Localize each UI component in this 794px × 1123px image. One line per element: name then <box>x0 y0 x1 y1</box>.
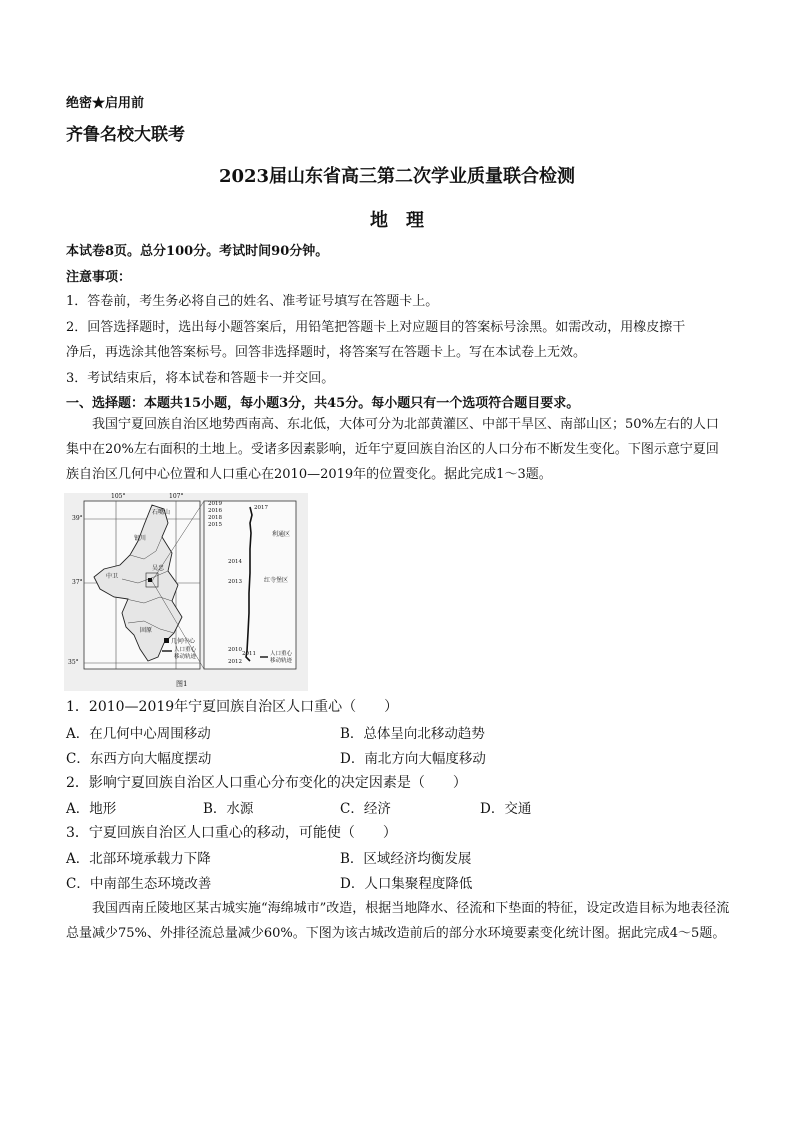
year-label: 2013 <box>228 579 242 585</box>
passage-1: 我国宁夏回族自治区地势西南高、东北低，大体可分为北部黄灌区、中部干旱区、南部山区；50%左右的人口集中在20%左右面积的土地上。受诸多因素影响，近年宁夏回族自治区的人口分布不断发生变化。下图示意宁夏回族自治区几何中心位置和人口重心在2010—2019年的位置变化。据此完成1～3题。 <box>66 417 719 482</box>
year-label: 2019 <box>208 501 222 507</box>
lon-105-label: 105° <box>111 493 126 500</box>
city-guyuan: 固原 <box>140 627 153 634</box>
q1-option-d[interactable]: D．南北方向大幅度移动 <box>340 751 486 767</box>
city-wuzhong: 吴忠 <box>152 565 165 572</box>
q1-option-a[interactable]: A．在几何中心周围移动 <box>66 726 211 742</box>
legend-centroid-track: 人口重心移动轨迹 <box>174 647 197 660</box>
lon-107-label: 107° <box>169 493 184 500</box>
district-hongsibao: 红寺堡区 <box>264 577 289 584</box>
q3-option-c[interactable]: C．中南部生态环境改善 <box>66 876 212 892</box>
year-label: 2017 <box>254 505 268 511</box>
q2-option-b[interactable]: B．水源 <box>203 801 254 817</box>
question-2-stem: 2．影响宁夏回族自治区人口重心分布变化的决定因素是（ ） <box>66 775 467 791</box>
year-label: 2016 <box>208 508 222 514</box>
exam-info: 本试卷8页。总分100分。考试时间90分钟。 <box>66 244 329 259</box>
figure-1 <box>64 493 308 691</box>
geometric-center-marker <box>148 578 152 582</box>
question-3-stem: 3．宁夏回族自治区人口重心的移动，可能使（ ） <box>66 825 397 841</box>
q3-option-a[interactable]: A．北部环境承载力下降 <box>66 851 211 867</box>
city-shizuishan: 石嘴山 <box>152 509 171 516</box>
q2-option-d[interactable]: D．交通 <box>480 801 532 817</box>
years-top-cluster <box>208 501 232 529</box>
year-label: 2012 <box>228 659 242 665</box>
section-heading: 一、选择题：本题共15小题，每小题3分，共45分。每小题只有一个选项符合题目要求。 <box>66 396 580 411</box>
exam-title: 2023届山东省高三第二次学业质量联合检测 <box>218 166 576 187</box>
city-zhongwei: 中卫 <box>106 573 119 580</box>
legend-geometric-center: 几何中心 <box>171 638 196 645</box>
year-label: 2011 <box>242 651 256 657</box>
question-1-stem: 1．2010—2019年宁夏回族自治区人口重心（ ） <box>66 699 399 715</box>
notice-item-1: 1．答卷前，考生务必将自己的姓名、准考证号填写在答题卡上。 <box>66 294 439 309</box>
notice-title: 注意事项： <box>66 270 132 285</box>
q1-option-c[interactable]: C．东西方向大幅度摆动 <box>66 751 212 767</box>
lat-39-label: 39° <box>72 515 83 522</box>
passage-2: 我国西南丘陵地区某古城实施“海绵城市”改造，根据当地降水、径流和下垫面的特征，设定改造目标为地表径流总量减少75%、外排径流总量减少60%。下图为该古城改造前后的部分水环境要素变化统计图。据此完成4～5题。 <box>66 901 730 941</box>
year-label: 2010 <box>228 647 242 653</box>
subject-title: 地 理 <box>370 210 424 231</box>
q2-option-c[interactable]: C．经济 <box>340 801 391 817</box>
district-liton: 利通区 <box>272 531 291 538</box>
secret-label: 绝密★启用前 <box>66 96 145 111</box>
year-label: 2014 <box>228 559 242 565</box>
org-name: 齐鲁名校大联考 <box>66 125 185 145</box>
legend-centroid-track-right: 人口重心移动轨迹 <box>270 651 293 664</box>
q2-option-a[interactable]: A．地形 <box>66 801 117 817</box>
q3-option-d[interactable]: D．人口集聚程度降低 <box>340 876 473 892</box>
year-label: 2015 <box>208 522 222 528</box>
q3-option-b[interactable]: B．区域经济均衡发展 <box>340 851 472 867</box>
city-yinchuan: 银川 <box>134 535 147 542</box>
q1-option-b[interactable]: B．总体呈向北移动趋势 <box>340 726 485 742</box>
notice-item-2-cont: 净后，再选涂其他答案标号。回答非选择题时，将答案写在答题卡上。写在本试卷上无效。 <box>66 345 587 360</box>
figure-caption: 图1 <box>176 680 188 688</box>
notice-item-2: 2．回答选择题时，选出每小题答案后，用铅笔把答题卡上对应题目的答案标号涂黑。如需改动，用橡皮擦干 <box>66 320 686 335</box>
notice-item-3: 3．考试结束后，将本试卷和答题卡一并交回。 <box>66 371 335 386</box>
lat-37-label: 37° <box>72 579 83 586</box>
lat-35-label: 35° <box>68 659 79 666</box>
year-label: 2018 <box>208 515 222 521</box>
